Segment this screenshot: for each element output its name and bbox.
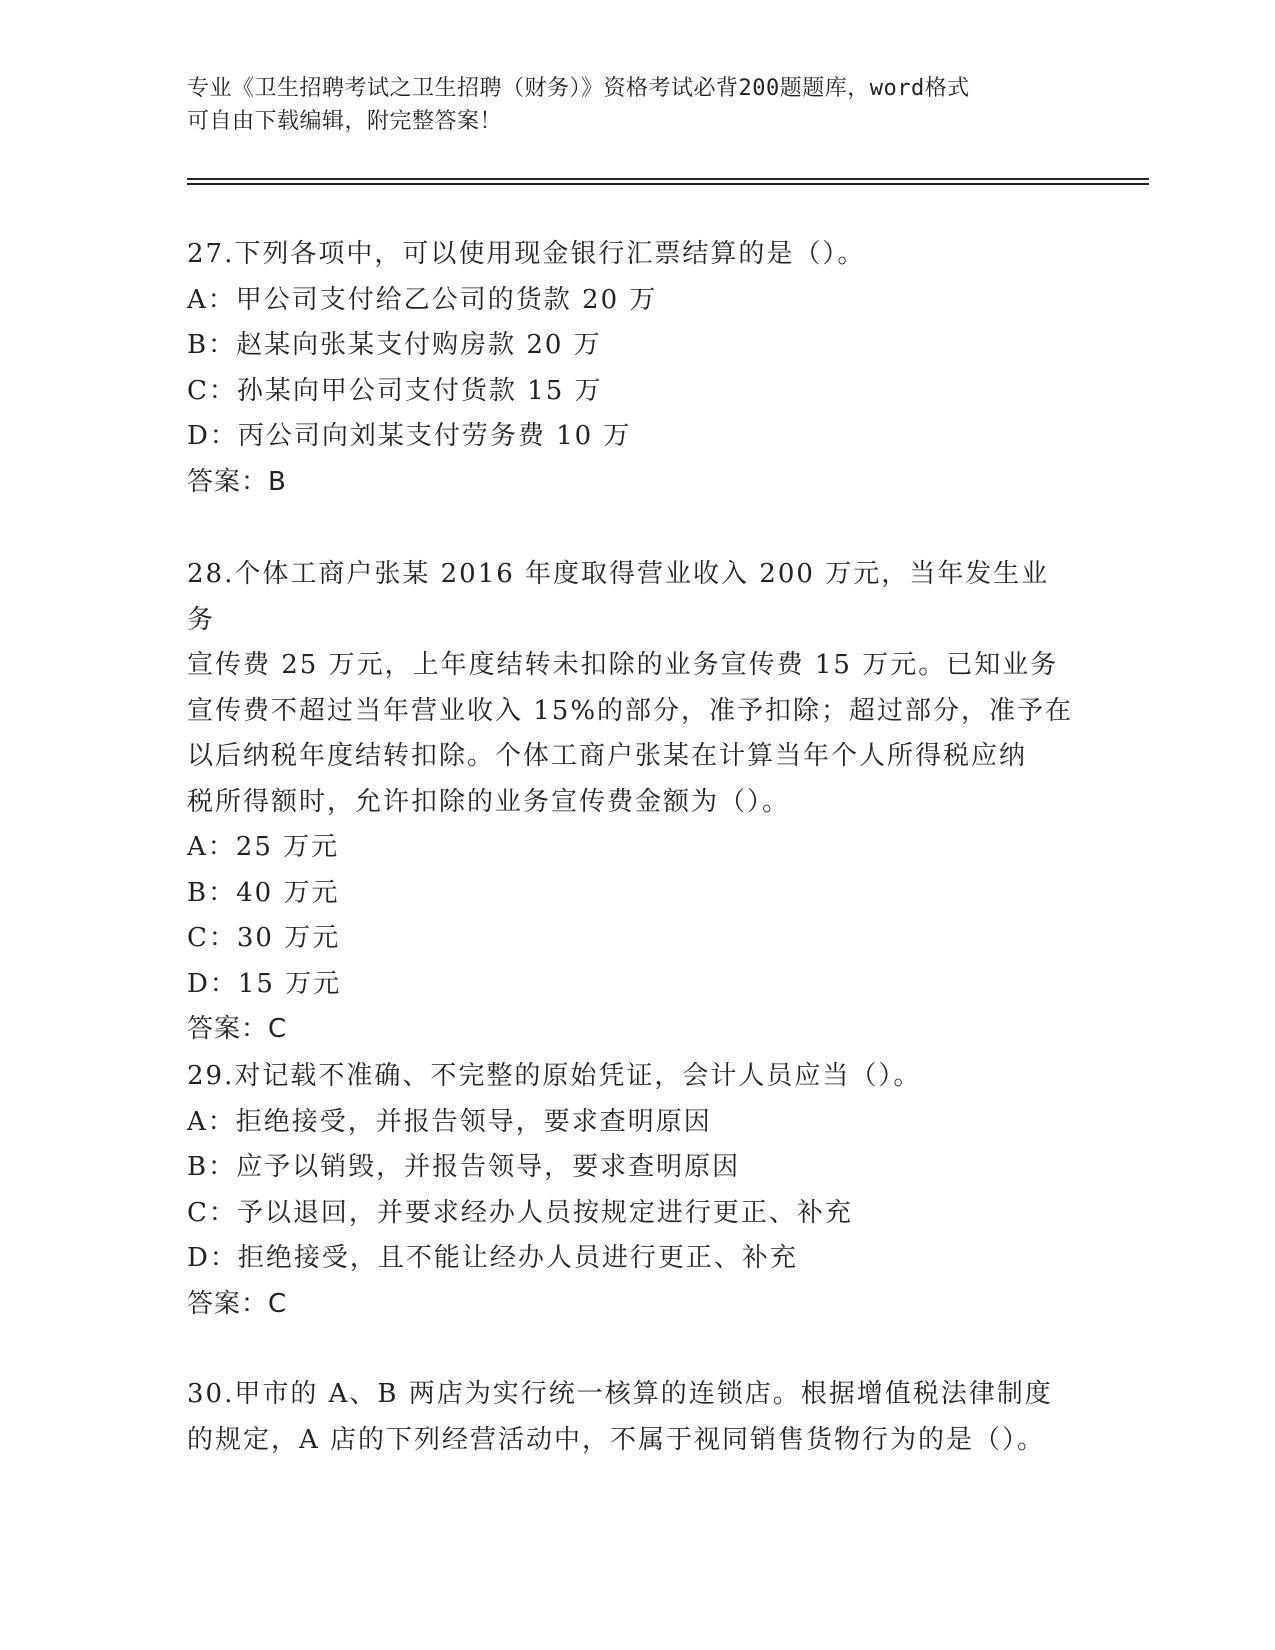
question-stem-line: 以后纳税年度结转扣除。个体工商户张某在计算当年个人所得税应纳 [187,741,1028,771]
option-b: B：赵某向张某支付购房款 20 万 [187,330,602,360]
question-stem-line: 宣传费不超过当年营业收入 15%的部分，准予扣除；超过部分，准予在 [187,695,1074,726]
option-a: A：拒绝接受，并报告领导，要求查明原因 [187,1106,712,1137]
header-divider-bottom [187,183,1149,185]
option-c: C：30 万元 [187,923,341,953]
option-d: D：丙公司向刘某支付劳务费 10 万 [187,421,632,451]
document-header [187,72,1087,138]
question-stem-line: 的规定，A 店的下列经营活动中，不属于视同销售货物行为的是（）。 [187,1424,1046,1455]
header-line-1: 专业《卫生招聘考试之卫生招聘（财务）》资格考试必背200题题库，word格式 [187,76,970,101]
option-b: B：40 万元 [187,877,340,908]
question-29 [187,1054,1077,1327]
option-d: D：15 万元 [187,968,342,999]
question-stem-line: 28.个体工商户张某 2016 年度取得营业收入 200 万元，当年发生业务 [187,559,1050,635]
option-c: C：孙某向甲公司支付货款 15 万 [187,375,603,406]
question-30 [187,1372,1077,1463]
question-stem-line: 30.甲市的 A、B 两店为实行统一核算的连锁店。根据增值税法律制度 [187,1379,1053,1409]
option-a: A：25 万元 [187,832,340,862]
question-stem-line: 宣传费 25 万元，上年度结转未扣除的业务宣传费 15 万元。已知业务 [187,650,1059,680]
answer: 答案：B [187,466,287,497]
question-stem: 27.下列各项中，可以使用现金银行汇票结算的是（）。 [187,239,866,269]
header-divider-top [187,178,1149,180]
question-28 [187,552,1077,1053]
question-stem-line: 税所得额时，允许扣除的业务宣传费金额为（）。 [187,786,791,817]
header-line-2: 可自由下载编辑，附完整答案！ [187,109,503,134]
option-b: B：应予以销毁，并报告领导，要求查明原因 [187,1152,741,1182]
option-d: D：拒绝接受，且不能让经办人员进行更正、补充 [187,1243,798,1273]
answer: 答案：C [187,1014,288,1044]
option-a: A：甲公司支付给乙公司的货款 20 万 [187,284,658,315]
question-stem: 29.对记载不准确、不完整的原始凭证，会计人员应当（）。 [187,1061,922,1091]
option-c: C：予以退回，并要求经办人员按规定进行更正、补充 [187,1197,853,1228]
answer: 答案：C [187,1288,288,1319]
question-27 [187,232,1077,505]
